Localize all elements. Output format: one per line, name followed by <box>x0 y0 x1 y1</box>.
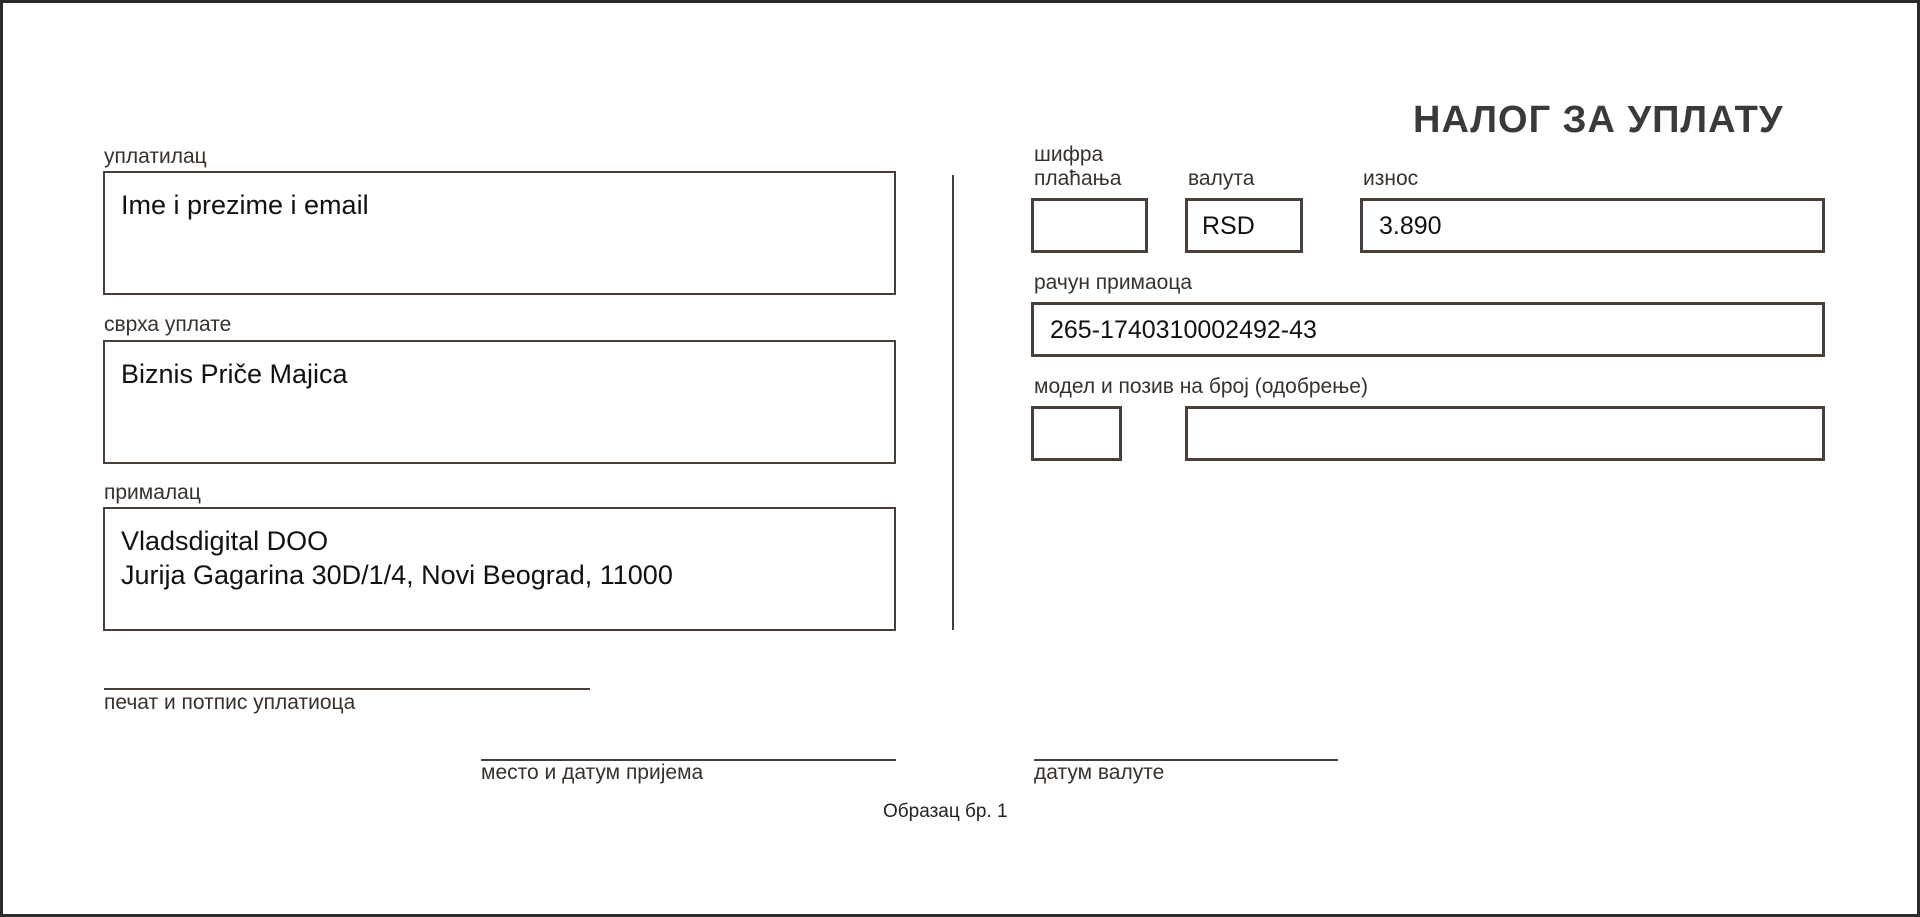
payer-value: Ime i prezime i email <box>121 190 369 220</box>
payment-slip <box>3 3 1917 914</box>
recipient-account-label: рачун примаоца <box>1034 271 1193 294</box>
payer-label: уплатилац <box>104 145 207 168</box>
recipient-name: Vladsdigital DOO <box>121 526 329 556</box>
payer-field[interactable] <box>103 171 896 295</box>
payer-signature-label: печат и потпис уплатиоца <box>104 691 356 714</box>
currency-field[interactable] <box>1185 198 1303 253</box>
value-date-label: датум валуте <box>1034 761 1165 784</box>
slip-title: НАЛОГ ЗА УПЛАТУ <box>1413 99 1784 141</box>
amount-value: 3.890 <box>1379 212 1442 240</box>
recipient-field[interactable] <box>103 507 896 631</box>
purpose-field[interactable] <box>103 340 896 464</box>
payment-code-label-line2: плаћања <box>1034 167 1122 190</box>
reference-label: модел и позив на број (одобрење) <box>1034 375 1368 398</box>
reference-model-field[interactable] <box>1031 406 1122 461</box>
amount-label: износ <box>1363 167 1419 190</box>
purpose-value: Biznis Priče Majica <box>121 359 348 389</box>
amount-field[interactable] <box>1360 198 1825 253</box>
recipient-label: прималац <box>104 481 201 504</box>
recipient-address: Jurija Gagarina 30D/1/4, Novi Beograd, 11000 <box>121 560 673 590</box>
column-divider <box>952 175 954 630</box>
purpose-label: сврха уплате <box>104 313 232 336</box>
payment-code-label-line1: шифра <box>1034 143 1104 166</box>
recipient-account-field[interactable] <box>1031 302 1825 357</box>
currency-value: RSD <box>1202 212 1255 240</box>
recipient-account-value: 265-1740310002492-43 <box>1050 316 1317 344</box>
reference-number-field[interactable] <box>1185 406 1825 461</box>
payer-signature-line <box>104 688 590 690</box>
place-date-label: место и датум пријема <box>481 761 704 784</box>
currency-label: валута <box>1188 167 1255 190</box>
form-number: Образац бр. 1 <box>883 801 1008 822</box>
payment-code-field[interactable] <box>1031 198 1148 253</box>
